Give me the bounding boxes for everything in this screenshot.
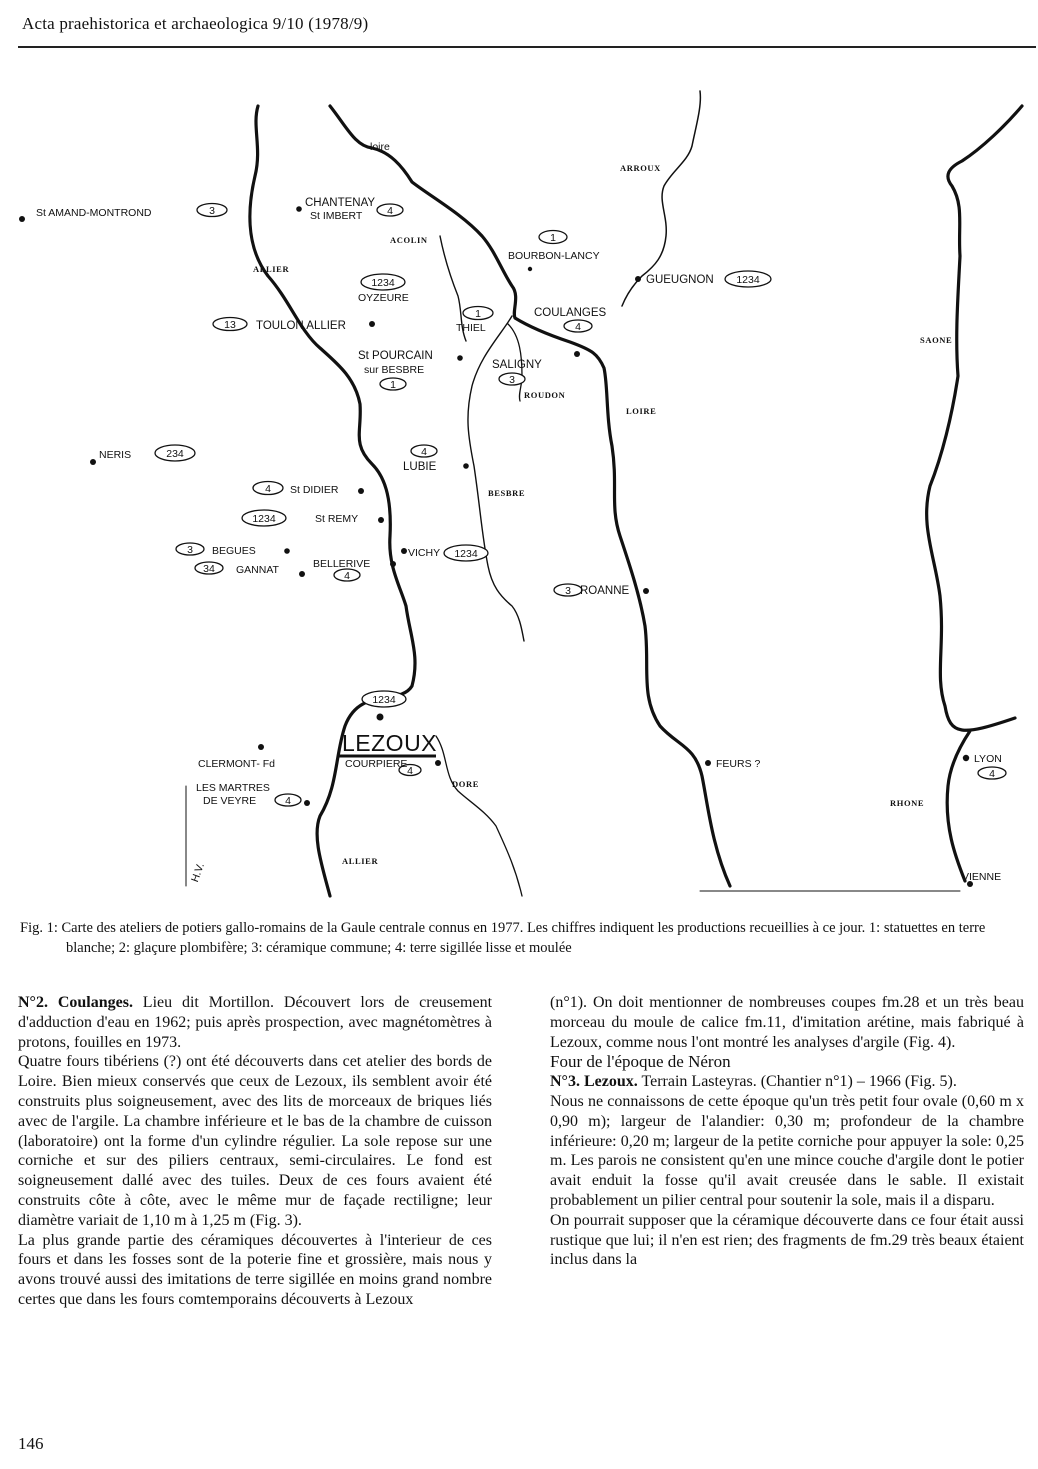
caption-text: Carte des ateliers de potiers gallo-romains de la Gaule centrale connus en 1977. Les chiffres indiquent les productions recueillies à ce jour. 1: statuettes en terre blanche; 2: glaçure plombifère; 3: céramique commune; 4: terre sigillée lisse et moulée xyxy=(61,920,986,956)
header-rule xyxy=(18,46,1036,48)
left-paragraph-2: Quatre fours tibériens (?) ont été découverts dans cet atelier des bords de Loire. Bien mieux conservés que ceux de Lezoux, ils semblent avoir été construits plus soigneusement, avec des lits de morceaux de briques liés avec de l'argile. La chambre inférieure et le bas de la chambre de cuisson (laboratoire) ont la forme d'un cylindre régulier. La sole repose sur une corniche et sur des piliers centraux, semi-circulaires. Le fond est soigneusement dallé avec des tuiles. Deux de ces fours avaient été construits côte à côte, avec le même mur de façade rectiligne; leur diamètre variait de 1,10 m à 1,25 m (Fig. 3). xyxy=(18,1053,492,1229)
marker-bellerive xyxy=(390,561,396,567)
marker-clermont xyxy=(258,744,264,750)
entry-3-number: N°3. xyxy=(550,1073,580,1091)
place-st-pourcain: St POURCAIN xyxy=(358,350,433,362)
entry-2-number: N°2. xyxy=(18,994,48,1011)
right-paragraph-1: (n°1). On doit mentionner de nombreuses coupes fm.28 et un très beau morceau du moule de calice fm.11, d'imitation arétine, mais fabriqué à Lezoux, comme nous l'ont montré les analyses d'argile (Fig. 4). xyxy=(550,994,1024,1051)
marker-vichy xyxy=(401,548,407,554)
badge-thiel: 1 xyxy=(475,308,481,320)
river-loire: LOIRE xyxy=(626,406,657,416)
place-martres-1: LES MARTRES xyxy=(196,782,270,794)
place-clermont: CLERMONT- Fd xyxy=(198,758,276,770)
badge-st-remy: 1234 xyxy=(252,513,276,525)
place-bellerive: BELLERIVE xyxy=(313,558,371,570)
river-besbre: BESBRE xyxy=(488,488,526,498)
marker-martres xyxy=(304,800,310,806)
river-loire-top: loire xyxy=(370,141,390,153)
figure-caption xyxy=(20,918,1024,958)
place-vienne: VIENNE xyxy=(962,871,1002,883)
badge-lubie: 4 xyxy=(421,446,427,458)
place-thiel: THIEL xyxy=(456,322,486,334)
place-toulon: TOULON ALLIER xyxy=(256,320,346,332)
badge-gueugnon: 1234 xyxy=(736,274,760,286)
entry-2 xyxy=(18,993,492,1052)
left-paragraph-3: La plus grande partie des céramiques découvertes à l'interieur de ces fours et dans les fosses sont de la poterie fine et grossière, mais nous y avons trouvé aussi des imitations de terre sigillée en moins grand nombre certes que dans les fours comtemporains découverts à Lezoux xyxy=(18,1231,492,1308)
badge-neris: 234 xyxy=(166,448,184,460)
marker-lubie xyxy=(463,463,469,469)
badge-bellerive: 4 xyxy=(344,570,350,582)
marker-coulanges xyxy=(574,351,580,357)
river-roudon: ROUDON xyxy=(524,390,566,400)
place-gannat: GANNAT xyxy=(236,564,279,576)
section-title: Four de l'époque de Néron xyxy=(550,1052,731,1072)
place-oyzeure: OYZEURE xyxy=(358,292,409,304)
badge-st-didier: 4 xyxy=(265,483,271,495)
river-allier-bottom: ALLIER xyxy=(342,856,379,866)
right-paragraph-2: Nous ne connaissons de cette époque qu'un très petit four ovale (0,60 m x 0,90 m); largeur de l'alandier: 0,30 m; profondeur de la chambre inférieure: 0,20 m; largeur de la petite corniche pour appuyer la sole: 0,25 m. Les parois ne consistent qu'en une mince couche d'argile dont le potier avait enduit la fosse qu'il avait creusée dans le sable. Il existait probablement un pilier central pour soutenir la sole, mais il a disparu. xyxy=(550,1092,1024,1209)
place-st-amand: St AMAND-MONTROND xyxy=(36,207,152,219)
running-header: Acta praehistorica et archaeologica 9/10 (1978/9) xyxy=(22,14,369,33)
entry-2-text: Lieu dit Mortillon. Découvert lors de creusement d'adduction d'eau en 1962; puis après prospection, avec magnétomètres à protons, fouilles en 1973. xyxy=(18,994,493,1051)
badge-roanne: 3 xyxy=(565,585,571,597)
river-acolin: ACOLIN xyxy=(390,235,428,245)
marker-st-didier xyxy=(358,488,364,494)
marker-gueugnon xyxy=(635,276,641,282)
badge-bourbon: 1 xyxy=(550,232,556,244)
marker-bourbon xyxy=(528,267,532,271)
place-martres-2: DE VEYRE xyxy=(203,795,257,807)
place-st-remy: St REMY xyxy=(315,513,359,525)
place-chantenay: CHANTENAY xyxy=(305,197,376,209)
page-number: 146 xyxy=(18,1434,44,1453)
badge-lezoux: 1234 xyxy=(372,694,396,706)
caption-label: Fig. 1: xyxy=(20,920,58,936)
left-column xyxy=(18,993,492,1310)
badge-st-amand: 3 xyxy=(209,205,215,217)
badge-gannat: 34 xyxy=(203,563,215,575)
marker-lezoux xyxy=(377,714,384,721)
badge-vichy: 1234 xyxy=(454,548,478,560)
marker-courpiere xyxy=(435,760,441,766)
marker-st-pourcain xyxy=(457,355,463,361)
badge-st-pourcain: 1 xyxy=(390,379,396,391)
place-roanne: ROANNE xyxy=(580,585,630,597)
place-st-didier: St DIDIER xyxy=(290,484,339,496)
marker-st-amand xyxy=(19,216,25,222)
marker-lyon xyxy=(963,755,969,761)
place-vichy: VICHY xyxy=(408,547,441,559)
map-signature: H.V. xyxy=(188,861,207,884)
badge-oyzeure: 1234 xyxy=(371,277,395,289)
badge-begues: 3 xyxy=(187,544,193,556)
place-coulanges: COULANGES xyxy=(534,307,607,319)
river-allier-top: ALLIER xyxy=(253,264,290,274)
marker-chantenay xyxy=(296,206,302,212)
allier-river-line xyxy=(250,106,415,896)
place-st-imbert: St IMBERT xyxy=(310,210,363,222)
place-bourbon: BOURBON-LANCY xyxy=(508,250,600,262)
marker-st-remy xyxy=(378,517,384,523)
marker-roanne xyxy=(643,588,649,594)
badge-st-imbert: 4 xyxy=(387,205,393,217)
badge-lyon: 4 xyxy=(989,768,995,780)
marker-neris xyxy=(90,459,96,465)
place-neris: NERIS xyxy=(99,449,132,461)
place-courpiere: COURPIERE xyxy=(345,758,408,770)
river-dore: DORE xyxy=(452,779,479,789)
place-feurs: FEURS ? xyxy=(716,758,761,770)
entry-3-text: Terrain Lasteyras. (Chantier n°1) – 1966 (Fig. 5). xyxy=(641,1073,957,1091)
badge-martres: 4 xyxy=(285,795,291,807)
place-lyon: LYON xyxy=(974,753,1002,765)
dore-river-line xyxy=(436,736,522,896)
map-svg xyxy=(0,86,1038,906)
right-column xyxy=(550,993,1024,1270)
badge-coulanges: 4 xyxy=(575,321,581,333)
place-saligny: SALIGNY xyxy=(492,359,542,371)
place-begues: BEGUES xyxy=(212,545,256,557)
marker-gannat xyxy=(299,571,305,577)
place-gueugnon: GUEUGNON xyxy=(646,274,714,286)
entry-3-title: Lezoux. xyxy=(583,1073,638,1091)
place-sur-besbre: sur BESBRE xyxy=(364,364,425,376)
entry-2-title: Coulanges. xyxy=(57,994,133,1011)
badge-saligny: 3 xyxy=(509,374,515,386)
workshop-map xyxy=(0,86,1038,906)
entry-3 xyxy=(550,1072,1024,1092)
right-paragraph-3: On pourrait supposer que la céramique découverte dans ce four était aussi rustique que lui; il n'en est rien; des fragments de fm.29 très beaux étaient inclus dans la xyxy=(550,1211,1024,1269)
river-arroux: ARROUX xyxy=(620,163,661,173)
badge-toulon: 13 xyxy=(224,319,236,331)
marker-toulon xyxy=(369,321,375,327)
river-rhone: RHONE xyxy=(890,798,925,808)
place-lezoux: LEZOUX xyxy=(342,730,438,756)
marker-feurs xyxy=(705,760,711,766)
place-lubie: LUBIE xyxy=(403,461,437,473)
river-saone: SAONE xyxy=(920,335,953,345)
badge-courpiere: 4 xyxy=(407,765,413,777)
marker-begues xyxy=(284,548,290,554)
